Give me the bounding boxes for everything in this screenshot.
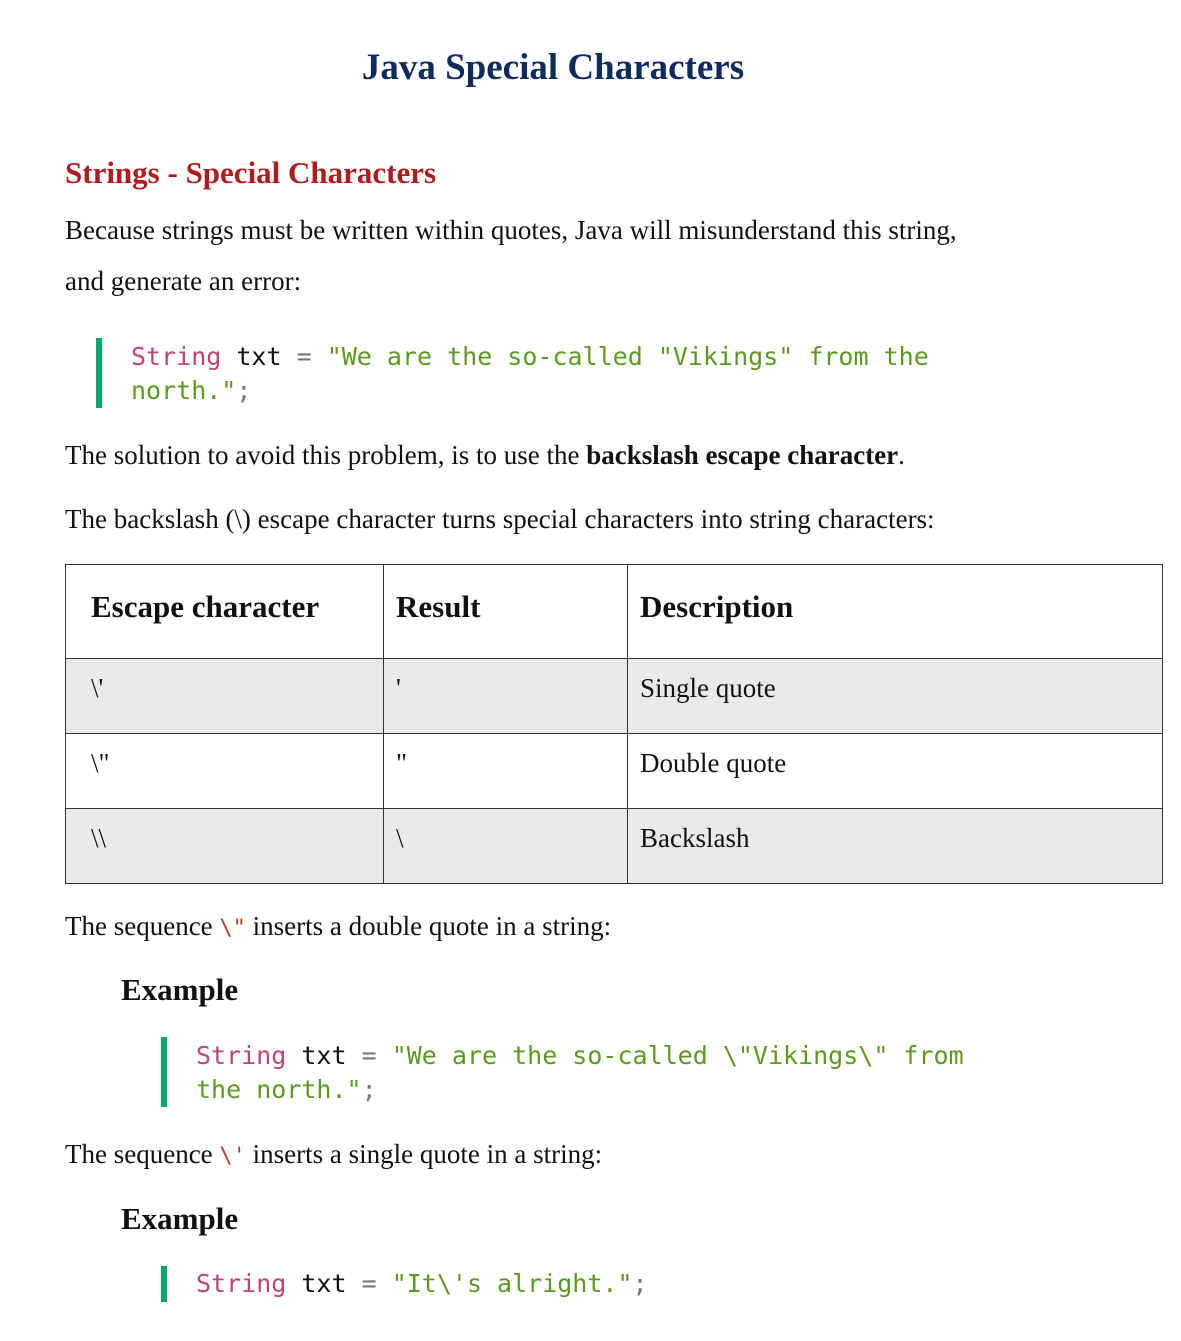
code-keyword: String bbox=[196, 1041, 287, 1070]
example-heading-2: Example bbox=[121, 1201, 239, 1236]
code-semicolon: ; bbox=[632, 1269, 648, 1298]
code-operator: = bbox=[296, 342, 312, 371]
table-cell: Backslash bbox=[628, 809, 1163, 884]
table-cell: \ bbox=[384, 809, 628, 884]
code-string-line-1: "We are the so-called "Vikings" from the bbox=[311, 342, 929, 371]
code-identifier: txt bbox=[221, 342, 297, 371]
table-row bbox=[66, 659, 1163, 734]
solution-text: The solution to avoid this problem, is to use the bbox=[65, 440, 587, 470]
code-keyword: String bbox=[131, 342, 222, 371]
code-block-2 bbox=[196, 1039, 964, 1107]
table-header-result: Result bbox=[384, 565, 628, 659]
sequence-text: The sequence bbox=[65, 911, 220, 941]
table-header-row bbox=[66, 565, 1163, 659]
code-block-1-accent-bar bbox=[96, 338, 102, 408]
table-cell: ' bbox=[384, 659, 628, 734]
code-semicolon: ; bbox=[361, 1075, 377, 1104]
sequence-text: inserts a double quote in a string: bbox=[245, 911, 612, 941]
table-cell: \\ bbox=[66, 809, 384, 884]
inline-code: \" bbox=[219, 916, 246, 941]
table-row bbox=[66, 809, 1163, 884]
code-keyword: String bbox=[196, 1269, 287, 1298]
example-heading-1: Example bbox=[121, 972, 239, 1007]
code-string-line-1: "We are the so-called \"Vikings\" from bbox=[376, 1041, 964, 1070]
table-header-description: Description bbox=[628, 565, 1163, 659]
code-block-1 bbox=[131, 340, 929, 408]
table-cell: Double quote bbox=[628, 734, 1163, 809]
sequence-single-paragraph bbox=[65, 1129, 1125, 1182]
backslash-paragraph: The backslash (\) escape character turns special characters into string characters: bbox=[65, 504, 935, 534]
section-heading: Strings - Special Characters bbox=[65, 155, 437, 190]
solution-bold-term: backslash escape character bbox=[586, 440, 899, 470]
table-cell: \' bbox=[66, 659, 384, 734]
escape-table bbox=[65, 564, 1163, 884]
intro-paragraph bbox=[65, 205, 1125, 307]
code-identifier: txt bbox=[286, 1041, 362, 1070]
page-title: Java Special Characters bbox=[361, 47, 745, 88]
intro-line-2: and generate an error: bbox=[65, 266, 302, 296]
solution-period: . bbox=[898, 440, 905, 470]
solution-paragraph bbox=[65, 430, 1125, 481]
table-header-escape: Escape character bbox=[66, 565, 384, 659]
sequence-text: The sequence bbox=[65, 1139, 220, 1169]
table-cell: " bbox=[384, 734, 628, 809]
sequence-double-paragraph bbox=[65, 901, 1125, 954]
code-semicolon: ; bbox=[236, 376, 252, 405]
code-block-2-accent-bar bbox=[161, 1037, 167, 1107]
code-identifier: txt bbox=[286, 1269, 362, 1298]
code-block-3-accent-bar bbox=[161, 1266, 167, 1302]
sequence-text: inserts a single quote in a string: bbox=[245, 1139, 603, 1169]
table-cell: Single quote bbox=[628, 659, 1163, 734]
code-block-3 bbox=[196, 1267, 648, 1301]
code-string: "It\'s alright." bbox=[376, 1269, 633, 1298]
table-row bbox=[66, 734, 1163, 809]
code-operator: = bbox=[361, 1269, 377, 1298]
code-string-line-2: the north." bbox=[196, 1075, 362, 1104]
code-operator: = bbox=[361, 1041, 377, 1070]
table-cell: \" bbox=[66, 734, 384, 809]
code-string-line-2: north." bbox=[131, 376, 237, 405]
inline-code: \' bbox=[219, 1144, 246, 1169]
intro-line-1: Because strings must be written within quotes, Java will misunderstand this string, bbox=[65, 215, 957, 245]
